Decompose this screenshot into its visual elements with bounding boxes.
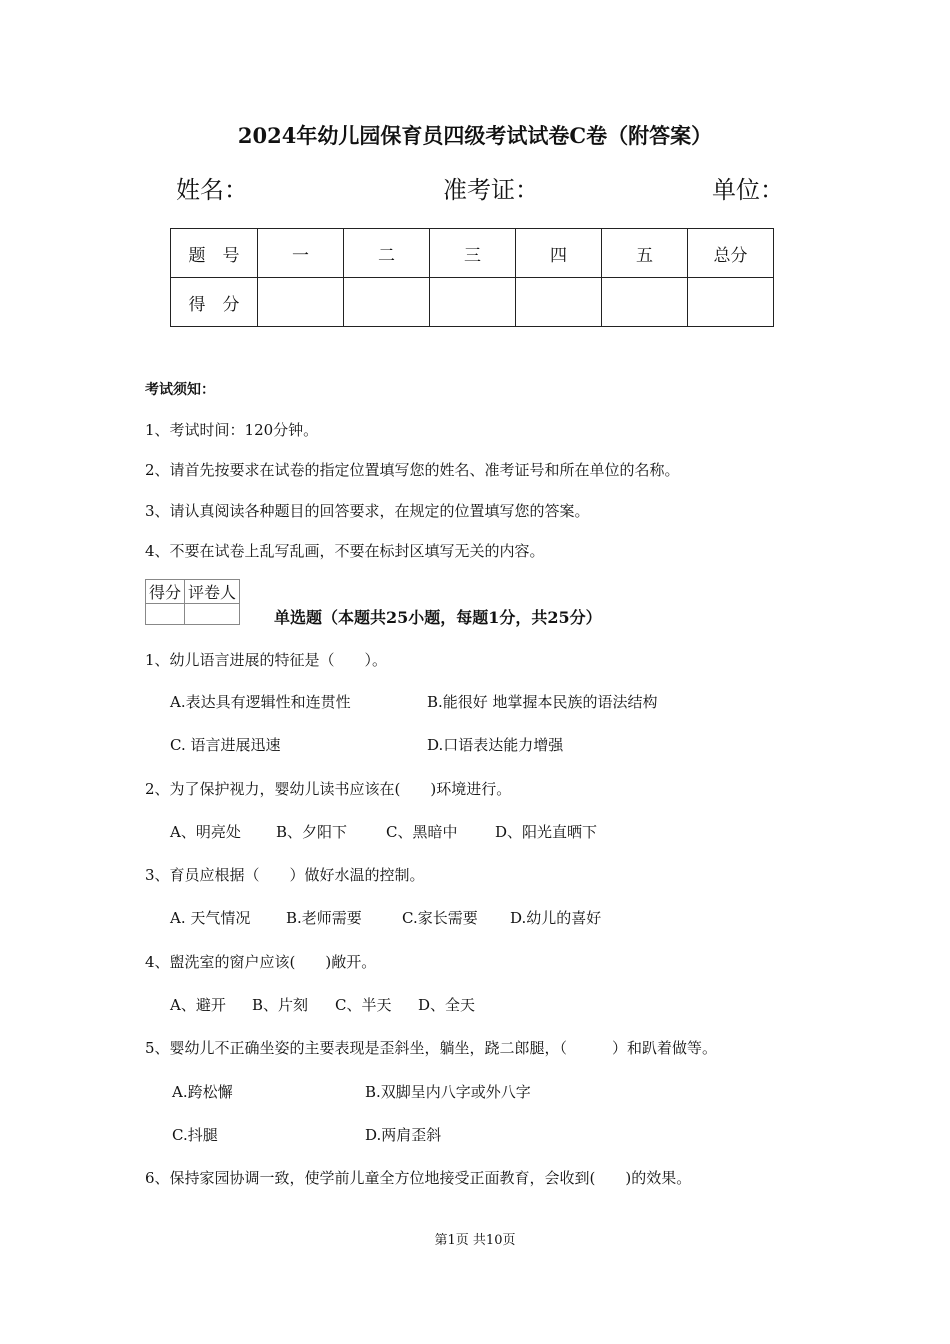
page-footer: 第1页 共10页: [434, 1233, 516, 1248]
score-header-cell: 四: [516, 229, 602, 278]
question-option: B、片刻: [252, 996, 309, 1014]
score-blank-cell[interactable]: [516, 278, 602, 327]
question-option: A、明亮处: [170, 823, 241, 841]
score-table-header-row: [171, 229, 774, 278]
question-option: C、黑暗中: [386, 823, 458, 841]
name-field-label: 姓名：: [176, 176, 248, 204]
question-option: D.两肩歪斜: [365, 1126, 442, 1144]
grader-score-label: 得分: [146, 580, 185, 604]
question-option: D.口语表达能力增强: [427, 736, 564, 754]
question-option: A、避开: [170, 996, 226, 1014]
score-header-cell: 题 号: [171, 229, 258, 278]
question-option: C、半天: [335, 996, 392, 1014]
question-stem: 4、盥洗室的窗户应该( )敞开。: [145, 953, 377, 971]
question-option: A.表达具有逻辑性和连贯性: [170, 693, 351, 711]
unit-field-label: 单位：: [712, 176, 784, 204]
notice-heading: 考试须知：: [145, 382, 215, 398]
question-stem: 5、婴幼儿不正确坐姿的主要表现是歪斜坐，躺坐，跷二郎腿，（ ）和趴着做等。: [145, 1039, 718, 1057]
score-row-label: 得 分: [171, 278, 258, 327]
question-option: B.双脚呈内八字或外八字: [365, 1083, 531, 1101]
question-option: C.抖腿: [172, 1126, 218, 1144]
score-header-cell: 五: [602, 229, 688, 278]
notice-item: 3、请认真阅读各种题目的回答要求，在规定的位置填写您的答案。: [145, 502, 590, 520]
question-option: B.能很好 地掌握本民族的语法结构: [427, 693, 658, 711]
score-blank-cell[interactable]: [688, 278, 774, 327]
grader-score-blank[interactable]: [146, 604, 185, 625]
section-title: 单选题（本题共25小题，每题1分，共25分）: [274, 608, 602, 627]
score-header-cell: 一: [258, 229, 344, 278]
question-option: A.跨松懈: [172, 1083, 233, 1101]
question-option: D、全天: [418, 996, 476, 1014]
question-stem: 6、保持家园协调一致，使学前儿童全方位地接受正面教育，会收到( )的效果。: [145, 1169, 692, 1187]
score-blank-cell[interactable]: [602, 278, 688, 327]
notice-item: 2、请首先按要求在试卷的指定位置填写您的姓名、准考证号和所在单位的名称。: [145, 461, 680, 479]
score-header-cell: 三: [430, 229, 516, 278]
exam-title: 2024年幼儿园保育员四级考试试卷C卷（附答案）: [237, 123, 713, 148]
question-option: C.家长需要: [402, 909, 478, 927]
question-option: C. 语言进展迅速: [170, 736, 281, 754]
ticket-field-label: 准考证：: [443, 176, 539, 204]
question-stem: 2、为了保护视力，婴幼儿读书应该在( )环境进行。: [145, 780, 512, 798]
score-table-score-row: [171, 278, 774, 327]
score-blank-cell[interactable]: [258, 278, 344, 327]
grader-reviewer-blank[interactable]: [185, 604, 240, 625]
grader-box: [145, 579, 240, 625]
score-blank-cell[interactable]: [430, 278, 516, 327]
score-blank-cell[interactable]: [344, 278, 430, 327]
question-stem: 3、育员应根据（ ）做好水温的控制。: [145, 866, 425, 884]
notice-item: 1、考试时间：120分钟。: [145, 421, 319, 439]
question-option: B.老师需要: [286, 909, 362, 927]
score-table: [170, 228, 774, 327]
notice-item: 4、不要在试卷上乱写乱画，不要在标封区填写无关的内容。: [145, 542, 545, 560]
question-option: A. 天气情况: [170, 909, 251, 927]
question-stem: 1、幼儿语言进展的特征是（ ）。: [145, 651, 388, 669]
grader-reviewer-label: 评卷人: [185, 580, 240, 604]
question-option: B、夕阳下: [276, 823, 348, 841]
question-option: D.幼儿的喜好: [510, 909, 602, 927]
question-option: D、阳光直晒下: [495, 823, 598, 841]
score-header-cell: 总分: [688, 229, 774, 278]
score-header-cell: 二: [344, 229, 430, 278]
